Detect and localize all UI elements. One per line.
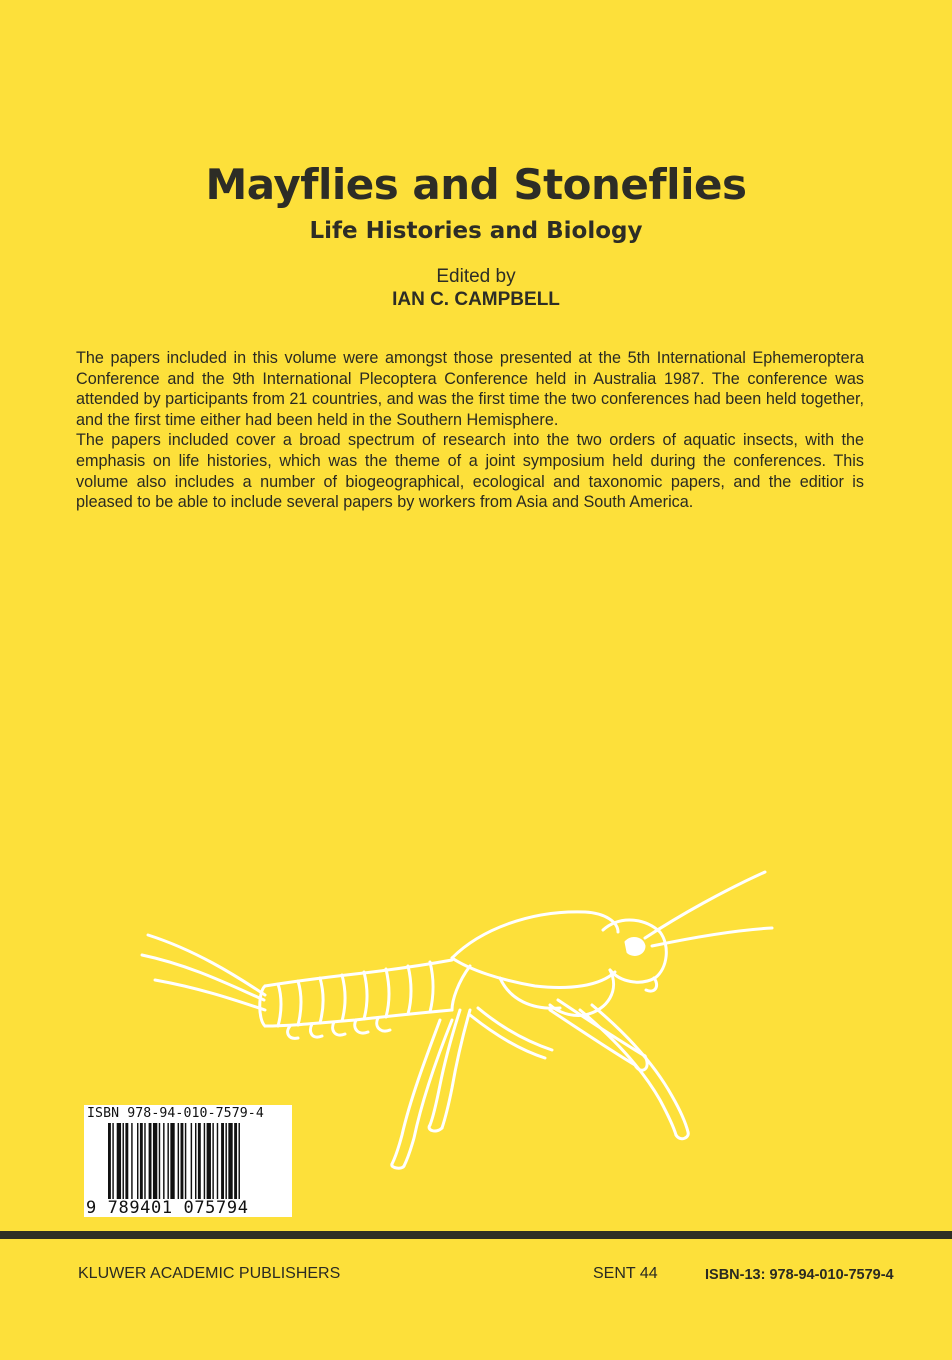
isbn-barcode [84, 1105, 292, 1217]
blurb-paragraph: The papers included in this volume were amongst those presented at the 5th International Ephemeroptera Conference and the 9th International Plecoptera Conference held in Australia 1987. The conference was attended by participants from 21 countries, and was the first time the two conferences had been held together, and the first time either had been held in the Southern Hemisphere. [76, 349, 864, 429]
series-code: SENT 44 [593, 1265, 658, 1282]
book-subtitle: Life Histories and Biology [309, 218, 643, 244]
blurb-paragraph: The papers included cover a broad spectrum of research into the two orders of aquatic insects, with the emphasis on life histories, which was the theme of a joint symposium held during the conferences. This volume also includes a number of biogeographical, ecological and taxonomic papers, and the editior is pleased to be able to include several papers by workers from Asia and South America. [76, 431, 864, 512]
publisher-name: KLUWER ACADEMIC PUBLISHERS [78, 1265, 341, 1282]
blurb-text [76, 348, 864, 513]
edited-by-label: Edited by [436, 266, 516, 287]
barcode-digits: 9 789401 075794 [86, 1198, 249, 1218]
book-title: Mayflies and Stoneflies [205, 160, 747, 209]
barcode-isbn-label: ISBN 978-94-010-7579-4 [87, 1106, 264, 1121]
editor-name: IAN C. CAMPBELL [392, 289, 560, 310]
isbn-13: ISBN-13: 978-94-010-7579-4 [705, 1267, 894, 1283]
barcode-bars-icon [108, 1123, 282, 1199]
footer-divider [0, 1231, 952, 1239]
